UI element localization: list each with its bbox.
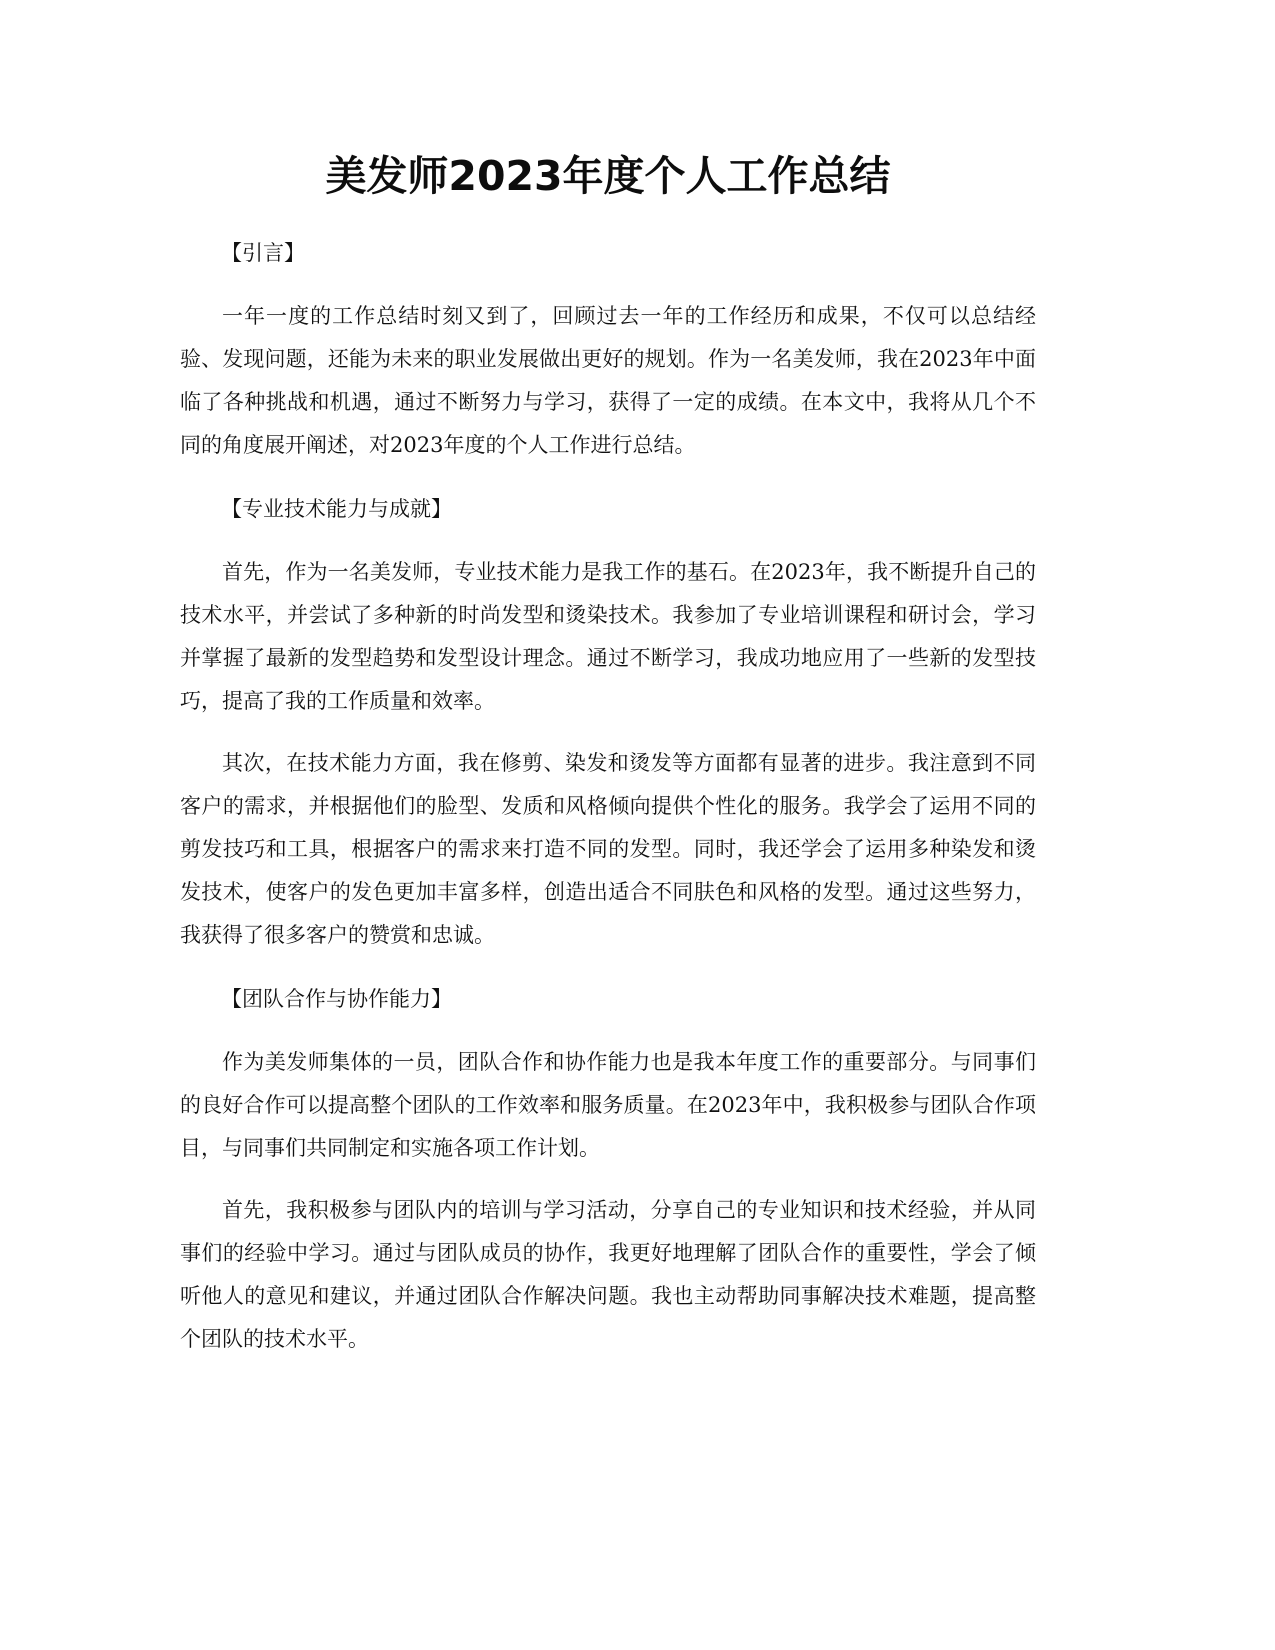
section-heading-intro: 【引言】 <box>221 241 305 265</box>
paragraph-skills-2: 其次，在技术能力方面，我在修剪、染发和烫发等方面都有显著的进步。我注意到不同客户的需求，并根据他们的脸型、发质和风格倾向提供个性化的服务。我学会了运用不同的剪发技巧和工具，根据客户的需求来打造不同的发型。同时，我还学会了运用多种染发和烫发技术，使客户的发色更加丰富多样，创造出适合不同肤色和风格的发型。通过这些努力，我获得了很多客户的赞赏和忠诚。 <box>180 751 1036 947</box>
paragraph-teamwork-1: 作为美发师集体的一员，团队合作和协作能力也是我本年度工作的重要部分。与同事们的良好合作可以提高整个团队的工作效率和服务质量。在2023年中，我积极参与团队合作项目，与同事们共同制定和实施各项工作计划。 <box>180 1050 1036 1160</box>
document-title: 美发师2023年度个人工作总结 <box>325 152 891 200</box>
paragraph-intro: 一年一度的工作总结时刻又到了，回顾过去一年的工作经历和成果，不仅可以总结经验、发现问题，还能为未来的职业发展做出更好的规划。作为一名美发师，我在2023年中面临了各种挑战和机遇，通过不断努力与学习，获得了一定的成绩。在本文中，我将从几个不同的角度展开阐述，对2023年度的个人工作进行总结。 <box>180 304 1036 457</box>
document-body <box>180 230 1036 1380</box>
paragraph-teamwork-2: 首先，我积极参与团队内的培训与学习活动，分享自己的专业知识和技术经验，并从同事们的经验中学习。通过与团队成员的协作，我更好地理解了团队合作的重要性，学会了倾听他人的意见和建议，并通过团队合作解决问题。我也主动帮助同事解决技术难题，提高整个团队的技术水平。 <box>180 1198 1036 1351</box>
paragraph-skills-1: 首先，作为一名美发师，专业技术能力是我工作的基石。在2023年，我不断提升自己的技术水平，并尝试了多种新的时尚发型和烫染技术。我参加了专业培训课程和研讨会，学习并掌握了最新的发型趋势和发型设计理念。通过不断学习，我成功地应用了一些新的发型技巧，提高了我的工作质量和效率。 <box>180 560 1036 713</box>
section-heading-skills: 【专业技术能力与成就】 <box>221 497 452 521</box>
section-heading-teamwork: 【团队合作与协作能力】 <box>221 987 452 1011</box>
